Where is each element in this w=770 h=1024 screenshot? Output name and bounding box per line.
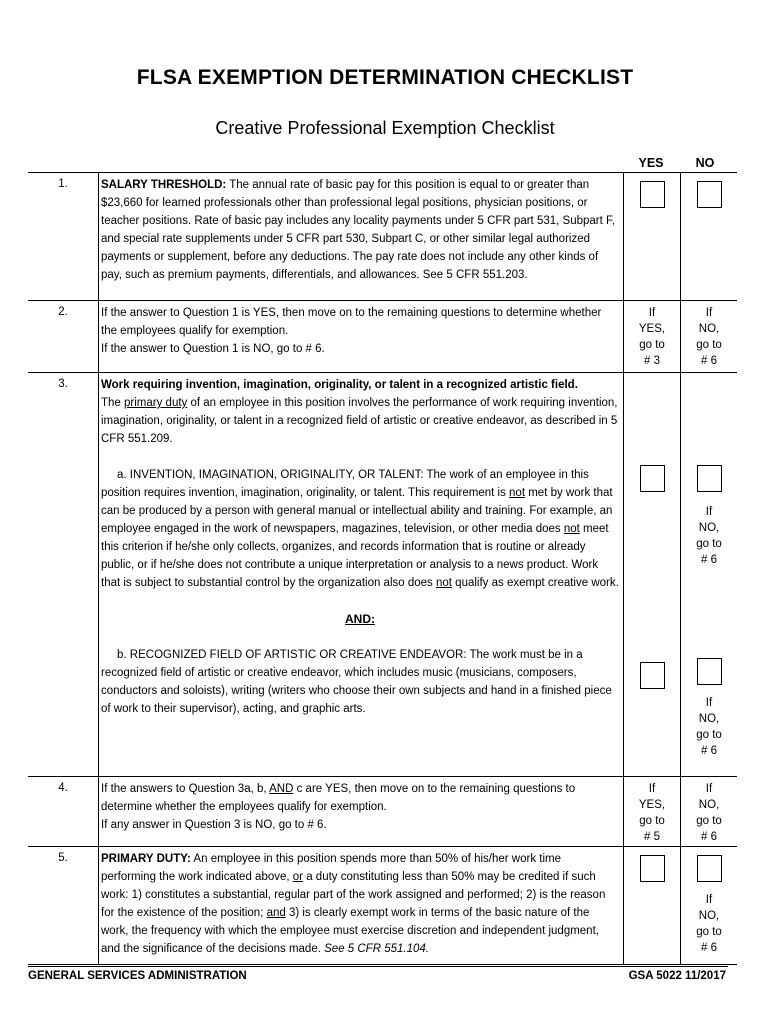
q1-yes-checkbox[interactable] <box>640 181 665 208</box>
yes-cell <box>624 373 681 777</box>
underlined-text: AND <box>269 783 294 795</box>
goto-line: NO, <box>698 323 720 335</box>
q3a-no-checkbox[interactable] <box>697 465 722 492</box>
question-number: 5. <box>28 847 99 965</box>
underlined-text: primary duty <box>124 397 188 409</box>
question-1-row <box>28 173 737 301</box>
yes-cell <box>624 173 681 301</box>
goto-line: go to <box>696 339 722 351</box>
question-4-row <box>28 777 737 847</box>
no-cell <box>681 173 738 301</box>
q3b-yes-checkbox[interactable] <box>640 662 665 689</box>
question-text <box>99 373 624 777</box>
no-cell <box>681 847 738 965</box>
q4-yes-goto: If YES, go to # 5 <box>638 783 666 843</box>
yes-column-header: YES <box>638 156 664 170</box>
q3a-yes-checkbox[interactable] <box>640 465 665 492</box>
page-title: FLSA EXEMPTION DETERMINATION CHECKLIST <box>136 66 634 89</box>
goto-line: YES, <box>638 323 666 335</box>
question-5-row <box>28 847 737 965</box>
question-text <box>99 173 624 301</box>
no-column-header: NO <box>695 156 715 170</box>
footer-agency: GENERAL SERVICES ADMINISTRATION <box>28 970 247 982</box>
question-body-2: If any answer in Question 3 is NO, go to # 6. <box>101 819 327 831</box>
and-label: AND: <box>345 612 375 626</box>
question-lead: Work requiring invention, imagination, originality, or talent in a recognized artistic field. <box>101 379 578 391</box>
question-3-row <box>28 373 737 777</box>
checklist-table <box>28 172 737 965</box>
q3a-no-goto: If NO, go to # 6 <box>696 506 722 566</box>
question-body-2: If the answer to Question 1 is NO, go to # 6. <box>101 343 325 355</box>
footer-form-number: GSA 5022 11/2017 <box>628 970 726 982</box>
question-text: PRIMARY DUTY: An employee in this position spends more than 50% of his/her work time performing the work indicated above, or a duty constituting less than 50% may be credited if such work: 1) constitutes a substantial, regular part of the work assigned and performed; 2) is the reason for the existence of the position; and 3) is clearly exempt work in terms of the basic nature of the work, the frequency with which the employee must exercise discretion and independent judgment, and the significance of the decisions made. See 5 CFR 551.104. <box>99 847 624 965</box>
question-text <box>99 301 624 373</box>
cfr-reference: See 5 CFR 551.104. <box>324 943 429 955</box>
footer-divider <box>28 966 728 967</box>
q2-yes-goto <box>624 305 680 369</box>
goto-line: # 6 <box>701 355 717 367</box>
question-body: The <box>101 397 125 409</box>
subquestion-a: a. INVENTION, IMAGINATION, ORIGINALITY, OR TALENT: The work of an employee in this position requires invention, imagination, originality, or talent. This requirement is not met by work that can be produced by a person with general manual or intellectual ability and training. For example, an employee engaged in the work of newspapers, magazines, television, or other media does not meet this criterion if he/she only collects, organizes, and records information that is routine or already public, or if he/she does not contribute a unique interpretation or analysis to a news product. Work that is subject to substantial control by the organization also does not qualify as exempt creative work. <box>101 469 619 589</box>
question-text <box>99 777 624 847</box>
yes-cell <box>624 777 681 847</box>
question-lead: PRIMARY DUTY: <box>101 853 191 865</box>
no-cell <box>681 777 738 847</box>
goto-line: If <box>705 307 713 319</box>
question-number: 4. <box>28 777 99 847</box>
q5-no-checkbox[interactable] <box>697 855 722 882</box>
no-cell <box>681 301 738 373</box>
question-body: The annual rate of basic pay for this position is equal to or greater than $23,660 for learned professionals other than professional legal positions, physician positions, or teacher positions. Rate of basic pay includes any locality payments under 5 CFR part 531, Subpart F, and special rate supplements under 5 CFR part 530, Subpart C, or other similar legal authorized payments or supplement, before any deductions. The pay rate does not include any other kinds of pay, such as premium payments, differentials, and allowances. See 5 CFR 551.203. <box>101 179 615 281</box>
question-number: 1. <box>28 173 99 301</box>
no-cell <box>681 373 738 777</box>
yes-cell <box>624 301 681 373</box>
question-body: If the answers to Question 3a, b, <box>101 783 270 795</box>
yes-cell <box>624 847 681 965</box>
q5-yes-checkbox[interactable] <box>640 855 665 882</box>
question-number: 2. <box>28 301 99 373</box>
q4-no-goto: If NO, go to # 6 <box>696 783 722 843</box>
goto-line: go to <box>639 339 665 351</box>
page-subtitle: Creative Professional Exemption Checklist <box>215 118 555 138</box>
q5-no-goto: If NO, go to # 6 <box>696 894 722 954</box>
q1-no-checkbox[interactable] <box>697 181 722 208</box>
question-body: c are YES, then move on to the remaining questions to determine whether the employees qualify for exemption. <box>101 783 576 813</box>
goto-line: If <box>648 307 656 319</box>
q2-no-goto <box>681 305 737 369</box>
q3b-no-checkbox[interactable] <box>697 658 722 685</box>
question-body: of an employee in this position involves the performance of work requiring invention, imagination, originality, or talent in a recognized field of artistic or creative endeavor, as described in 5 CFR 551.209. <box>101 397 618 445</box>
question-lead: SALARY THRESHOLD: <box>101 179 227 191</box>
question-body: If the answer to Question 1 is YES, then move on to the remaining questions to determine whether the employees qualify for exemption. <box>101 307 602 337</box>
q3b-no-goto: If NO, go to # 6 <box>696 697 722 757</box>
question-2-row <box>28 301 737 373</box>
question-number: 3. <box>28 373 99 777</box>
goto-line: # 3 <box>644 355 660 367</box>
subquestion-b: b. RECOGNIZED FIELD OF ARTISTIC OR CREATIVE ENDEAVOR: The work must be in a recognized field of artistic or creative endeavor, which includes music (musicians, composers, conductors and soloists), writing (writers who choose their own subjects and hand in a finished piece of work to their supervisor), acting, and graphic arts. <box>101 649 612 715</box>
